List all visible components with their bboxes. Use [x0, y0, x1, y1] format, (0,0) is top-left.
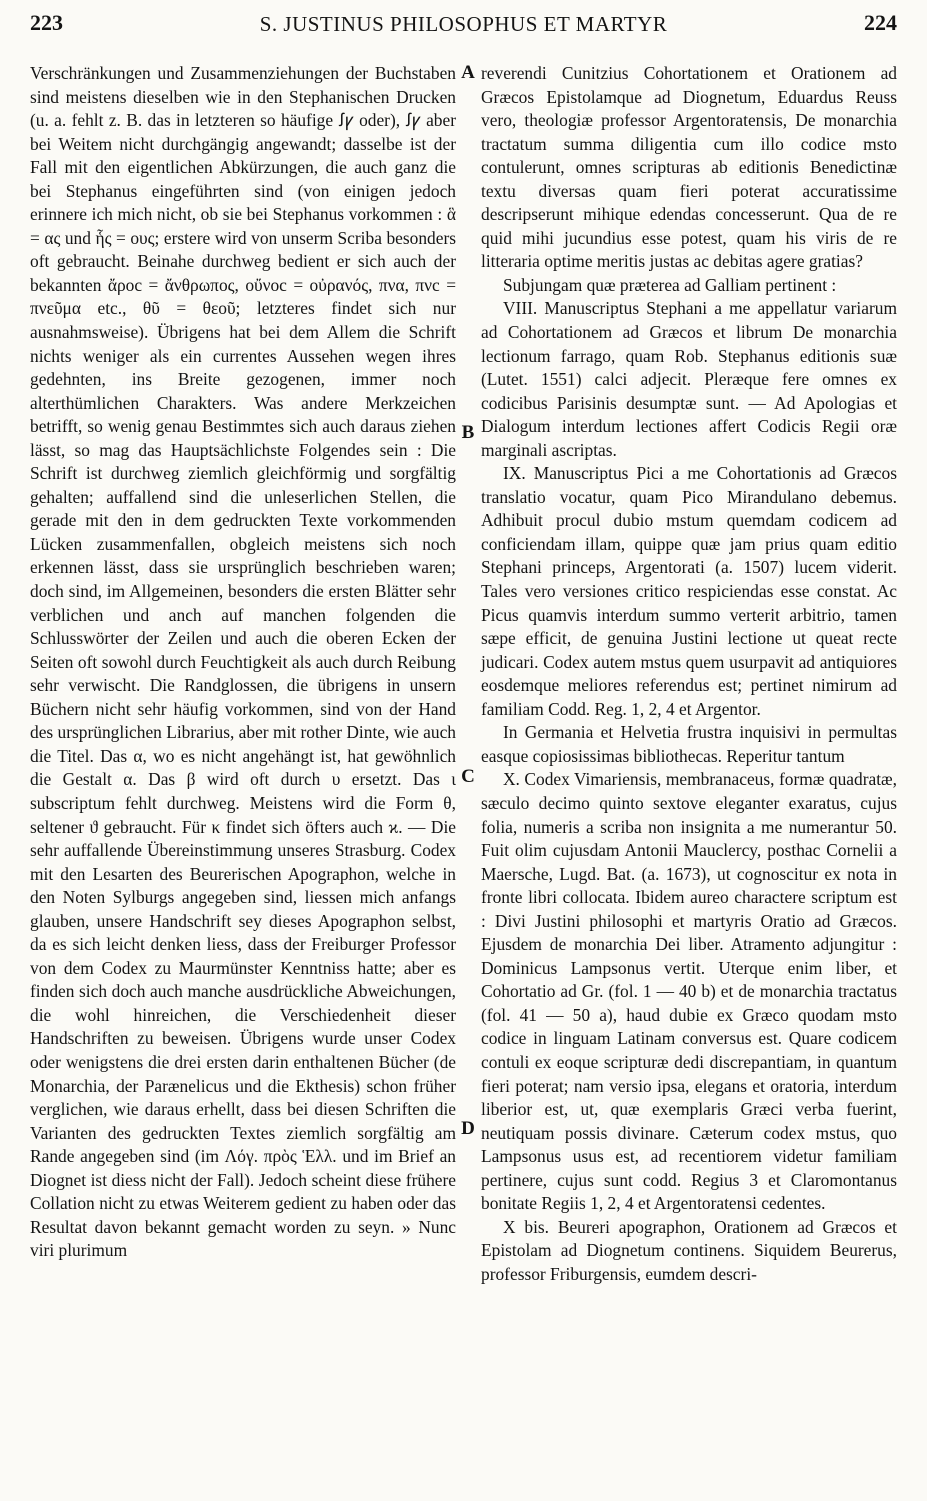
page-header — [30, 10, 897, 40]
margin-letter-c: C — [461, 766, 475, 787]
margin-letter-a: A — [461, 62, 475, 83]
margin-letter-b: B — [461, 422, 475, 443]
page-number-right: 224 — [864, 10, 897, 35]
page-number-left: 223 — [30, 10, 63, 35]
right-paragraph: IX. Manuscriptus Pici a me Cohortationis ad Græcos translatio vocatur, quam Pico Mirandulano debemus. Adhibuit procul dubio mstum quemdam codicem ad conficiendam illam, quippe quæ jam prius quam editio Stephani princeps, Argentorati (a. 1507) lucem viderit. Tales vero versiones critico respiciendas esse constat. Ac Picus quamvis interdum summo verterit arbitrio, tamen sæpe efficit, de genuina Justini lectione ut queat recte judicari. Codex autem mstus quem usurpavit ad antiquiores eosdemque meliores referendus est; pertinet nimirum ad familiam Codd. Reg. 1, 2, 4 et Argentor. — [481, 463, 897, 719]
right-paragraph: In Germania et Helvetia frustra inquisivi in permultas easque copiosissimas bibliothecas. Reperitur tantum — [481, 722, 897, 766]
left-paragraph: Verschränkungen und Zusammenziehungen der Buchstaben sind meistens dieselben wie in den Stephanischen Drucken (u. a. fehlt z. B. das in letzteren so häufige ꭍꝩ oder), ꭍꝩ aber bei Weitem nicht durchgängig angewandt; dasselbe ist der Fall mit den eigentlichen Abkürzungen, die auch ganz die bei Stephanus eingeführten sind (von einigen jedoch erinnere ich mich nicht, ob sie bei Stephanus vorkommen : ἃ = ας und ἧς = ους; erstere wird von unserm Scriba besonders oft gebraucht. Beinahe durchweg bedient er sich auch der bekannten ἄροc = ἄνθρωπος, οὔνοc = οὐρανός, πνα, πνc = πνεῦμα etc., θῦ = θεοῦ; letzteres findet sich nur ausnahmsweise). Übrigens hat bei dem Allem die Schrift nichts weniger als ein currentes Aussehen wegen ihres gedehnten, ins Breite gezogenen, immer noch alterthümlichen Charakters. Was andere Merkzeichen betrifft, so wenig genau Bestimmtes sich auch daraus ziehen lässt, so mag das Hauptsächlichste Folgendes sein : Die Schrift ist durchweg ziemlich gleichförmig und sorgfältig gehalten; auffallend sind die unleserlichen Stellen, die gerade mit den in dem gedruckten Texte vorkommenden Lücken zusammenfallen, obgleich meistens sich noch erkennen lässt, dass sie ursprünglich beschrieben waren; doch sind, im Allgemeinen, besonders die ersten Blätter sehr verblichen und anch auf manchen folgenden die Schlusswörter der Zeilen und auch die oberen Ecken der Seiten oft sowohl durch Feuchtigkeit als auch durch Reibung sehr verwischt. Die Randglossen, die übrigens in unsern Büchern nicht sehr häufig vorkommen, sind von der Hand des ursprünglichen Librarius, aber mit rother Dinte, wie auch die Titel. Das α, wo es nicht angehängt ist, hat gewöhnlich die Gestalt α. Das β wird oft durch υ ersetzt. Das ι subscriptum fehlt durchweg. Meistens wird die Form θ, seltener ϑ gebraucht. Für κ findet sich öfters auch ϰ. — Die sehr auffallende Übereinstimmung unseres Strasburg. Codex mit den Lesarten des Beurerischen Apographon, welche in den Noten Sylburgs angegeben sind, liessen mich anfangs glauben, unsere Handschrift sey dieses Apographon selbst, da es sich leicht denken liess, dass der Freiburger Professor von dem Codex zu Maurmünster Kenntniss hatte; aber es finden sich doch auch manche ausdrückliche Abweichungen, die wohl hinreichen, die Verschiedenheit dieser Handschriften zu beweisen. Übrigens wurde unser Codex oder wenigstens die drei ersten darin enthaltenen Bücher (de Monarchia, der Parænelicus und die Ekthesis) schon früher verglichen, wie daraus erhellt, dass bei diesen Schriften die Varianten des gedruckten Textes ziemlich sorgfältig am Rande angegeben sind (im Λόγ. πρὸς Ἑλλ. und im Brief an Diognet ist diess nicht der Fall). Jedoch scheint diese frühere Collation nicht zu etwas Weiterem gedient zu haben oder das Resultat davon bekannt gemacht worden zu seyn. » Nunc viri plurimum — [30, 63, 456, 1261]
right-paragraph: reverendi Cunitzius Cohortationem et Orationem ad Græcos Epistolamque ad Diognetum, Eduardus Reuss vero, theologiæ professor Argentoratensis, De monarchia tractatum summa diligentia cum illo codice msto contulerunt, omnes scripturas ab editionis Benedictinæ textu diversas quam fieri poterat accuratissime descripserunt mihique edendas concesserunt. Qua de re quid mihi jucundius esse potest, quam his viris de re litteraria optime meritis justas ac debitas agere gratias? — [481, 63, 897, 272]
right-paragraph: Subjungam quæ præterea ad Galliam pertinent : — [503, 274, 837, 295]
margin-letter-d: D — [461, 1118, 475, 1139]
right-paragraph: VIII. Manuscriptus Stephani a me appellatur variarum ad Cohortationem ad Græcos et librum De monarchia lectionum farrago, quam Rob. Stephanus editionis suæ (Lutet. 1551) calci adjecit. Pleræque fere omnes ex codicibus Parisinis desumptæ sunt. — Ad Apologias et Dialogum interdum lectiones affert Codicis Regii oræ marginali ascriptas. — [481, 298, 897, 460]
right-column — [481, 62, 897, 1286]
left-column — [30, 62, 456, 1263]
running-title: S. JUSTINUS PHILOSOPHUS ET MARTYR — [259, 12, 668, 36]
right-paragraph: X. Codex Vimariensis, membranaceus, formæ quadratæ, sæculo decimo quinto sextove eleganter exaratus, cujus folia, numeris a scriba non insignita a me numerantur 50. Fuit olim cujusdam Antonii Mauclercy, posthac Cornelii a Maersche, Lugd. Bat. (a. 1673), ut cognoscitur ex nota in fronte libri collocata. Ibidem aureo charactere scriptum est : Divi Justini philosophi et martyris Oratio ad Græcos. Ejusdem de monarchia Dei liber. Atramento adjungitur : Dominicus Lampsonus vertit. Uterque enim liber, et Cohortatio ad Gr. (fol. 1 — 40 b) et de monarchia tractatus (fol. 41 — 50 a), haud dubie ex Græco quodam msto codice in linguam Latinam conversus est. Quare codicem contuli ex eoque scripturæ dedi discrepantiam, in quantum fieri poterat; nam versio ipsa, elegans et oratoria, interdum liberior est, ut, quæ exemplaris Græci verba fuerint, neutiquam possis divinare. Cæterum codex mstus, quo Lampsonus usus est, ad recentiorem videtur familiam pertinere, cujus sunt codd. Regius 3 et Claromontanus bonitate Regiis 1, 2, 4 et Argentoratensi cedentes. — [481, 769, 897, 1214]
right-paragraph: X bis. Beureri apographon, Orationem ad Græcos et Epistolam ad Diognetum continens. Siquidem Beurerus, professor Friburgensis, eumdem descri- — [481, 1216, 897, 1284]
